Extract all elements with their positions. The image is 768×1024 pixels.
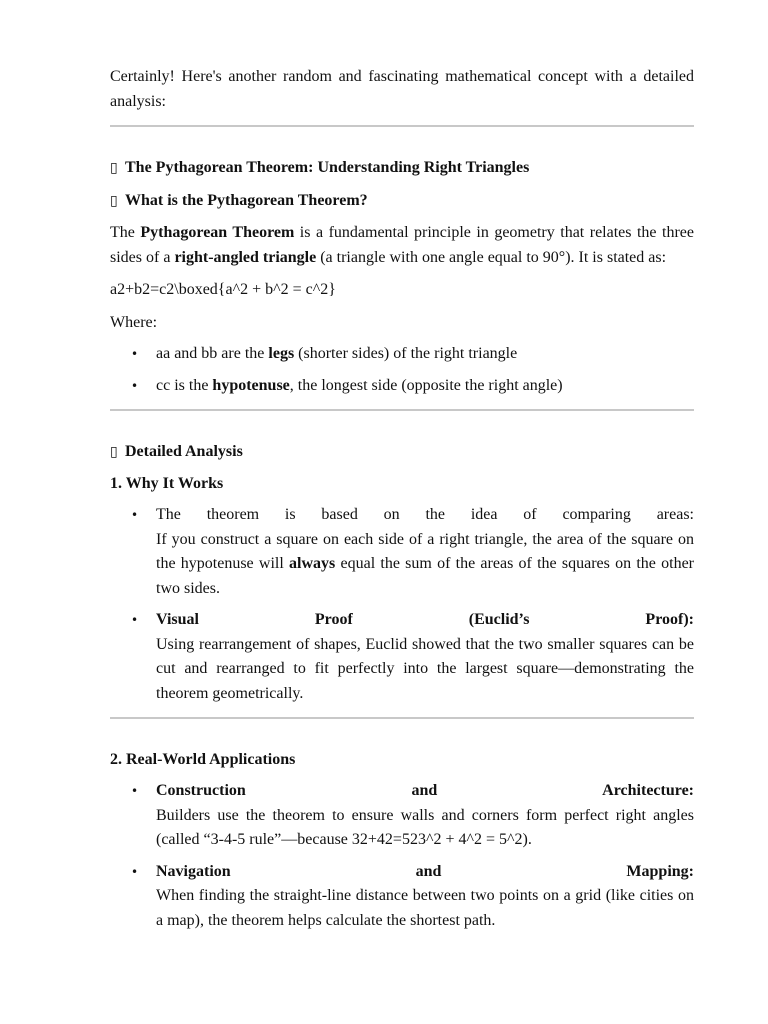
text-run: aa and bb are the xyxy=(156,345,269,362)
subsection-heading-real: 2. Real-World Applications xyxy=(110,751,296,768)
section-divider xyxy=(110,125,694,127)
list-item-lead: Construction and Architecture: xyxy=(156,782,694,799)
formula-line: a2+b2=c2\boxed{a^2 + b^2 = c^2} xyxy=(110,281,336,298)
text-run: cc is the xyxy=(156,376,213,394)
where-list xyxy=(110,342,694,398)
text-run: The xyxy=(110,224,141,241)
bullet-icon: • xyxy=(131,378,139,393)
section-title-text: The Pythagorean Theorem: Understanding Right Triangles xyxy=(125,159,530,176)
bold-term: hypotenuse xyxy=(212,376,290,394)
bold-term: always xyxy=(289,555,336,572)
list-item xyxy=(110,779,694,853)
section-heading-text: Detailed Analysis xyxy=(125,443,243,460)
intro-paragraph: Certainly! Here's another random and fascinating mathematical concept with a detailed analysis: xyxy=(110,68,694,110)
section-divider xyxy=(110,409,694,411)
bullet-icon: • xyxy=(131,508,139,522)
list-item-lead: Navigation and Mapping: xyxy=(156,862,694,880)
list-item-lead: Visual Proof (Euclid’s Proof): xyxy=(156,611,694,628)
list-item xyxy=(110,860,694,934)
box-glyph-icon: ▯ xyxy=(110,193,118,209)
text-run: , the longest side (opposite the right angle) xyxy=(289,376,563,394)
real-list xyxy=(110,779,694,933)
subsection-heading-what xyxy=(110,189,694,213)
why-list xyxy=(110,503,694,706)
text-run: (a triangle with one angle equal to 90°). It is stated as: xyxy=(316,248,667,266)
where-label: Where: xyxy=(110,313,158,331)
bullet-icon: • xyxy=(131,613,139,627)
text-run: equal the sum of the areas of the squares on the other two sides. xyxy=(156,555,694,597)
list-item-detail: Using rearrangement of shapes, Euclid showed that the two smaller squares can be cut and rearranged to fit perfectly into the largest square—demonstrating the theorem geometrically. xyxy=(156,635,694,702)
list-item xyxy=(110,374,694,399)
list-item-detail xyxy=(156,528,694,602)
list-item-lead: The theorem is based on the idea of comparing areas: xyxy=(156,506,694,523)
bullet-icon: • xyxy=(131,784,139,798)
list-item xyxy=(110,608,694,706)
box-glyph-icon: ▯ xyxy=(110,160,118,176)
list-item xyxy=(110,342,694,367)
bold-term: Pythagorean Theorem xyxy=(140,224,295,241)
list-item-detail: Builders use the theorem to ensure walls and corners form perfect right angles (called “3-4-5 rule”—because 32+42=523^2 + 4^2 = 5^2). xyxy=(156,806,694,848)
subsection-heading-text: What is the Pythagorean Theorem? xyxy=(125,192,368,209)
bullet-icon: • xyxy=(131,864,139,879)
section-heading-analysis xyxy=(110,440,694,464)
definition-paragraph xyxy=(110,221,694,270)
bullet-icon: • xyxy=(131,347,139,361)
list-item xyxy=(110,503,694,601)
bold-term: legs xyxy=(268,345,295,362)
subsection-heading-why: 1. Why It Works xyxy=(110,475,224,492)
list-item-detail: When finding the straight-line distance between two points on a grid (like cities on a map), the theorem helps calculate the shortest path. xyxy=(156,887,694,929)
box-glyph-icon: ▯ xyxy=(110,444,118,460)
text-run: If you construct a square on each side of a right triangle, the area of the square on the hypotenuse will xyxy=(156,530,694,572)
section-title xyxy=(110,156,694,180)
bold-term: right-angled triangle xyxy=(174,248,317,266)
section-divider xyxy=(110,717,694,719)
text-run: is a fundamental principle in geometry that relates the three sides of a xyxy=(110,224,695,266)
text-run: (shorter sides) of the right triangle xyxy=(294,345,518,362)
